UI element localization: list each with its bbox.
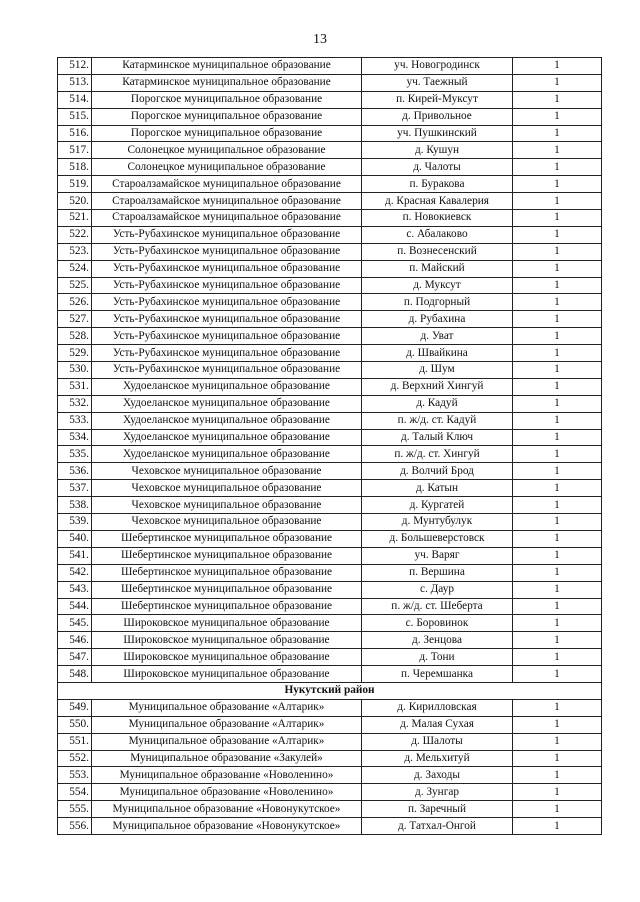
count-cell: 1 — [513, 497, 602, 514]
row-number: 529. — [58, 345, 92, 362]
municipality-cell: Муниципальное образование «Закулей» — [92, 750, 362, 767]
row-number: 543. — [58, 581, 92, 598]
municipality-cell: Порогское муниципальное образование — [92, 91, 362, 108]
row-number: 514. — [58, 91, 92, 108]
municipality-cell: Чеховское муниципальное образование — [92, 463, 362, 480]
table-row — [58, 193, 602, 210]
row-number: 546. — [58, 632, 92, 649]
municipality-cell: Шебертинское муниципальное образование — [92, 564, 362, 581]
count-cell: 1 — [513, 125, 602, 142]
count-cell: 1 — [513, 733, 602, 750]
municipality-cell: Худоеланское муниципальное образование — [92, 378, 362, 395]
row-number: 555. — [58, 801, 92, 818]
row-number: 527. — [58, 311, 92, 328]
settlement-cell: д. Мунтубулук — [362, 514, 513, 531]
settlement-cell: д. Большеверстовск — [362, 530, 513, 547]
table-row — [58, 564, 602, 581]
table-row — [58, 345, 602, 362]
row-number: 530. — [58, 362, 92, 379]
count-cell: 1 — [513, 294, 602, 311]
settlement-cell: п. Буракова — [362, 176, 513, 193]
row-number: 553. — [58, 767, 92, 784]
settlement-cell: д. Привольное — [362, 108, 513, 125]
row-number: 556. — [58, 818, 92, 835]
row-number: 536. — [58, 463, 92, 480]
table-row — [58, 412, 602, 429]
table-row — [58, 395, 602, 412]
count-cell: 1 — [513, 328, 602, 345]
municipality-cell: Усть-Рубахинское муниципальное образование — [92, 226, 362, 243]
table-row — [58, 142, 602, 159]
count-cell: 1 — [513, 142, 602, 159]
settlement-cell: д. Мельхитуй — [362, 750, 513, 767]
count-cell: 1 — [513, 446, 602, 463]
settlement-cell: п. ж/д. ст. Хингуй — [362, 446, 513, 463]
count-cell: 1 — [513, 480, 602, 497]
table-row — [58, 378, 602, 395]
count-cell: 1 — [513, 243, 602, 260]
table-row — [58, 818, 602, 835]
count-cell: 1 — [513, 58, 602, 75]
settlement-cell: п. Подгорный — [362, 294, 513, 311]
count-cell: 1 — [513, 818, 602, 835]
municipality-cell: Шебертинское муниципальное образование — [92, 598, 362, 615]
row-number: 522. — [58, 226, 92, 243]
district-header-row — [58, 682, 602, 699]
row-number: 526. — [58, 294, 92, 311]
settlement-cell: д. Катын — [362, 480, 513, 497]
row-number: 534. — [58, 429, 92, 446]
settlement-cell: д. Малая Сухая — [362, 716, 513, 733]
municipality-cell: Чеховское муниципальное образование — [92, 497, 362, 514]
settlement-cell: д. Кургатей — [362, 497, 513, 514]
row-number: 549. — [58, 699, 92, 716]
municipality-cell: Широковское муниципальное образование — [92, 649, 362, 666]
municipality-cell: Муниципальное образование «Алтарик» — [92, 733, 362, 750]
settlement-cell: д. Шалоты — [362, 733, 513, 750]
count-cell: 1 — [513, 581, 602, 598]
count-cell: 1 — [513, 767, 602, 784]
row-number: 520. — [58, 193, 92, 210]
count-cell: 1 — [513, 74, 602, 91]
settlement-cell: п. Майский — [362, 260, 513, 277]
municipality-cell: Солонецкое муниципальное образование — [92, 159, 362, 176]
settlement-cell: уч. Пушкинский — [362, 125, 513, 142]
count-cell: 1 — [513, 412, 602, 429]
count-cell: 1 — [513, 547, 602, 564]
count-cell: 1 — [513, 632, 602, 649]
count-cell: 1 — [513, 277, 602, 294]
settlement-cell: п. Вознесенский — [362, 243, 513, 260]
count-cell: 1 — [513, 226, 602, 243]
table-row — [58, 243, 602, 260]
row-number: 545. — [58, 615, 92, 632]
municipality-cell: Солонецкое муниципальное образование — [92, 142, 362, 159]
table-row — [58, 176, 602, 193]
table-row — [58, 497, 602, 514]
table-row — [58, 125, 602, 142]
count-cell: 1 — [513, 530, 602, 547]
municipality-cell: Староалзамайское муниципальное образование — [92, 193, 362, 210]
settlement-cell: д. Зунгар — [362, 784, 513, 801]
settlement-cell: д. Верхний Хингуй — [362, 378, 513, 395]
table-row — [58, 699, 602, 716]
row-number: 515. — [58, 108, 92, 125]
municipality-cell: Худоеланское муниципальное образование — [92, 429, 362, 446]
table-row — [58, 159, 602, 176]
table-row — [58, 547, 602, 564]
row-number: 539. — [58, 514, 92, 531]
municipality-cell: Катарминское муниципальное образование — [92, 74, 362, 91]
municipality-cell: Худоеланское муниципальное образование — [92, 446, 362, 463]
page-number: 13 — [313, 32, 327, 47]
row-number: 547. — [58, 649, 92, 666]
settlement-cell: д. Красная Кавалерия — [362, 193, 513, 210]
municipality-cell: Муниципальное образование «Алтарик» — [92, 699, 362, 716]
count-cell: 1 — [513, 159, 602, 176]
row-number: 548. — [58, 666, 92, 683]
municipality-cell: Усть-Рубахинское муниципальное образование — [92, 362, 362, 379]
row-number: 538. — [58, 497, 92, 514]
municipality-cell: Катарминское муниципальное образование — [92, 58, 362, 75]
count-cell: 1 — [513, 463, 602, 480]
table-row — [58, 581, 602, 598]
count-cell: 1 — [513, 429, 602, 446]
municipality-cell: Муниципальное образование «Новонукутское» — [92, 818, 362, 835]
municipality-cell: Шебертинское муниципальное образование — [92, 581, 362, 598]
row-number: 550. — [58, 716, 92, 733]
settlement-cell: д. Уват — [362, 328, 513, 345]
table-row — [58, 632, 602, 649]
table-row — [58, 784, 602, 801]
settlement-cell: п. ж/д. ст. Шеберта — [362, 598, 513, 615]
row-number: 528. — [58, 328, 92, 345]
municipality-cell: Усть-Рубахинское муниципальное образование — [92, 311, 362, 328]
row-number: 535. — [58, 446, 92, 463]
municipality-cell: Шебертинское муниципальное образование — [92, 547, 362, 564]
count-cell: 1 — [513, 260, 602, 277]
row-number: 542. — [58, 564, 92, 581]
settlement-cell: д. Татхал-Онгой — [362, 818, 513, 835]
table-row — [58, 598, 602, 615]
row-number: 552. — [58, 750, 92, 767]
row-number: 532. — [58, 395, 92, 412]
count-cell: 1 — [513, 108, 602, 125]
table-row — [58, 649, 602, 666]
count-cell: 1 — [513, 311, 602, 328]
settlement-cell: д. Швайкина — [362, 345, 513, 362]
settlement-cell: уч. Новогродинск — [362, 58, 513, 75]
table-row — [58, 91, 602, 108]
settlement-cell: д. Муксут — [362, 277, 513, 294]
row-number: 524. — [58, 260, 92, 277]
table-row — [58, 108, 602, 125]
municipality-cell: Чеховское муниципальное образование — [92, 480, 362, 497]
municipality-cell: Усть-Рубахинское муниципальное образование — [92, 328, 362, 345]
table-row — [58, 210, 602, 227]
municipality-cell: Широковское муниципальное образование — [92, 632, 362, 649]
municipality-cell: Усть-Рубахинское муниципальное образование — [92, 294, 362, 311]
count-cell: 1 — [513, 193, 602, 210]
settlement-cell: п. Вершина — [362, 564, 513, 581]
row-number: 537. — [58, 480, 92, 497]
settlement-cell: д. Кадуй — [362, 395, 513, 412]
settlement-cell: уч. Таежный — [362, 74, 513, 91]
settlement-cell: д. Заходы — [362, 767, 513, 784]
row-number: 518. — [58, 159, 92, 176]
settlement-table — [57, 57, 602, 835]
municipality-cell: Худоеланское муниципальное образование — [92, 412, 362, 429]
count-cell: 1 — [513, 750, 602, 767]
table-row — [58, 311, 602, 328]
municipality-cell: Широковское муниципальное образование — [92, 666, 362, 683]
table-row — [58, 480, 602, 497]
count-cell: 1 — [513, 801, 602, 818]
table-row — [58, 226, 602, 243]
table-row — [58, 74, 602, 91]
row-number: 554. — [58, 784, 92, 801]
row-number: 541. — [58, 547, 92, 564]
table-row — [58, 530, 602, 547]
settlement-cell: п. Кирей-Муксут — [362, 91, 513, 108]
row-number: 533. — [58, 412, 92, 429]
table-row — [58, 463, 602, 480]
municipality-cell: Муниципальное образование «Алтарик» — [92, 716, 362, 733]
count-cell: 1 — [513, 716, 602, 733]
count-cell: 1 — [513, 666, 602, 683]
count-cell: 1 — [513, 378, 602, 395]
municipality-cell: Муниципальное образование «Новоленино» — [92, 767, 362, 784]
row-number: 544. — [58, 598, 92, 615]
settlement-cell: д. Волчий Брод — [362, 463, 513, 480]
settlement-cell: с. Даур — [362, 581, 513, 598]
table-body — [58, 58, 602, 835]
table-row — [58, 716, 602, 733]
settlement-cell: д. Шум — [362, 362, 513, 379]
table-row — [58, 446, 602, 463]
settlement-cell: д. Талый Ключ — [362, 429, 513, 446]
count-cell: 1 — [513, 91, 602, 108]
row-number: 525. — [58, 277, 92, 294]
table-row — [58, 429, 602, 446]
municipality-cell: Усть-Рубахинское муниципальное образование — [92, 243, 362, 260]
table-row — [58, 615, 602, 632]
table-row — [58, 666, 602, 683]
table-row — [58, 277, 602, 294]
count-cell: 1 — [513, 564, 602, 581]
settlement-cell: д. Тони — [362, 649, 513, 666]
row-number: 551. — [58, 733, 92, 750]
count-cell: 1 — [513, 649, 602, 666]
table-row — [58, 514, 602, 531]
municipality-cell: Чеховское муниципальное образование — [92, 514, 362, 531]
count-cell: 1 — [513, 699, 602, 716]
settlement-cell: п. Новокиевск — [362, 210, 513, 227]
municipality-cell: Порогское муниципальное образование — [92, 125, 362, 142]
row-number: 519. — [58, 176, 92, 193]
row-number: 531. — [58, 378, 92, 395]
table-row — [58, 328, 602, 345]
count-cell: 1 — [513, 395, 602, 412]
row-number: 517. — [58, 142, 92, 159]
table-row — [58, 750, 602, 767]
municipality-cell: Староалзамайское муниципальное образование — [92, 176, 362, 193]
settlement-cell: п. Заречный — [362, 801, 513, 818]
count-cell: 1 — [513, 210, 602, 227]
settlement-cell: уч. Варяг — [362, 547, 513, 564]
count-cell: 1 — [513, 615, 602, 632]
row-number: 523. — [58, 243, 92, 260]
municipality-cell: Широковское муниципальное образование — [92, 615, 362, 632]
row-number: 513. — [58, 74, 92, 91]
municipality-cell: Худоеланское муниципальное образование — [92, 395, 362, 412]
table-row — [58, 58, 602, 75]
count-cell: 1 — [513, 176, 602, 193]
municipality-cell: Усть-Рубахинское муниципальное образование — [92, 345, 362, 362]
district-title: Нукутский район — [58, 682, 602, 699]
municipality-cell: Усть-Рубахинское муниципальное образование — [92, 260, 362, 277]
row-number: 540. — [58, 530, 92, 547]
row-number: 516. — [58, 125, 92, 142]
municipality-cell: Староалзамайское муниципальное образование — [92, 210, 362, 227]
municipality-cell: Порогское муниципальное образование — [92, 108, 362, 125]
settlement-cell: п. ж/д. ст. Кадуй — [362, 412, 513, 429]
settlement-cell: с. Боровинок — [362, 615, 513, 632]
settlement-cell: д. Зенцова — [362, 632, 513, 649]
count-cell: 1 — [513, 514, 602, 531]
municipality-cell: Усть-Рубахинское муниципальное образование — [92, 277, 362, 294]
count-cell: 1 — [513, 362, 602, 379]
count-cell: 1 — [513, 784, 602, 801]
settlement-cell: д. Чалоты — [362, 159, 513, 176]
table-row — [58, 767, 602, 784]
row-number: 512. — [58, 58, 92, 75]
settlement-cell: п. Черемшанка — [362, 666, 513, 683]
settlement-cell: д. Кушун — [362, 142, 513, 159]
municipality-cell: Муниципальное образование «Новонукутское» — [92, 801, 362, 818]
table-row — [58, 362, 602, 379]
count-cell: 1 — [513, 345, 602, 362]
count-cell: 1 — [513, 598, 602, 615]
table-row — [58, 801, 602, 818]
municipality-cell: Шебертинское муниципальное образование — [92, 530, 362, 547]
table-row — [58, 294, 602, 311]
settlement-cell: с. Абалаково — [362, 226, 513, 243]
settlement-cell: д. Рубахина — [362, 311, 513, 328]
row-number: 521. — [58, 210, 92, 227]
municipality-cell: Муниципальное образование «Новоленино» — [92, 784, 362, 801]
table-row — [58, 733, 602, 750]
settlement-cell: д. Кирилловская — [362, 699, 513, 716]
table-row — [58, 260, 602, 277]
